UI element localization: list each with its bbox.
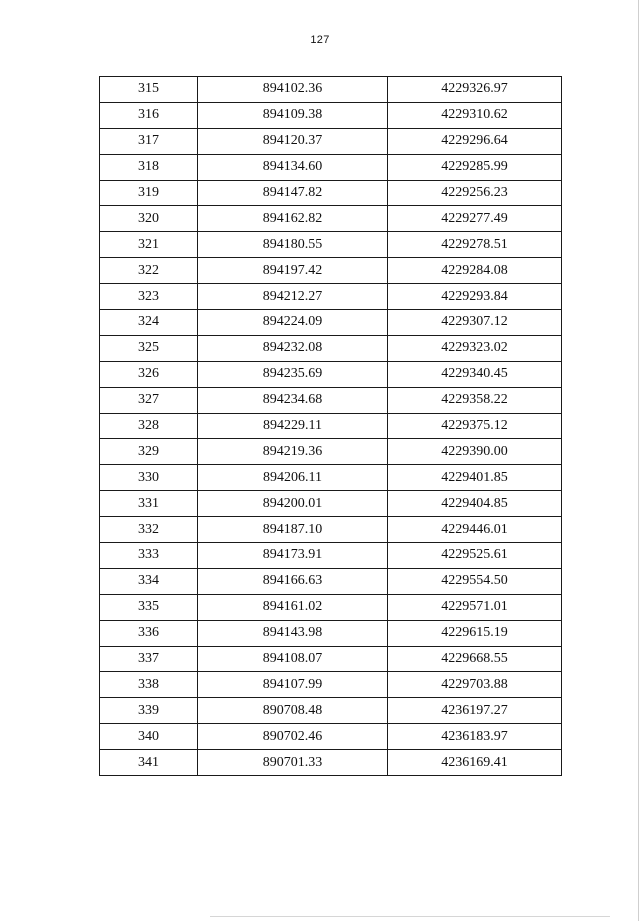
table-row — [100, 594, 562, 620]
x-coordinate-cell: 894166.63 — [198, 568, 388, 594]
x-coordinate-cell: 894134.60 — [198, 154, 388, 180]
table-body — [100, 77, 562, 776]
table-row — [100, 698, 562, 724]
coordinates-table — [99, 76, 562, 776]
point-number-cell: 317 — [100, 128, 198, 154]
y-coordinate-cell: 4229375.12 — [388, 413, 562, 439]
x-coordinate-cell: 894212.27 — [198, 284, 388, 310]
y-coordinate-cell: 4229284.08 — [388, 258, 562, 284]
point-number-cell: 321 — [100, 232, 198, 258]
point-number-cell: 320 — [100, 206, 198, 232]
point-number-cell: 339 — [100, 698, 198, 724]
y-coordinate-cell: 4229340.45 — [388, 361, 562, 387]
y-coordinate-cell: 4229278.51 — [388, 232, 562, 258]
table-row — [100, 568, 562, 594]
x-coordinate-cell: 894224.09 — [198, 310, 388, 336]
x-coordinate-cell: 894107.99 — [198, 672, 388, 698]
point-number-cell: 341 — [100, 750, 198, 776]
table-row — [100, 517, 562, 543]
point-number-cell: 334 — [100, 568, 198, 594]
page-number: 127 — [310, 34, 330, 46]
y-coordinate-cell: 4229390.00 — [388, 439, 562, 465]
x-coordinate-cell: 894234.68 — [198, 387, 388, 413]
point-number-cell: 327 — [100, 387, 198, 413]
y-coordinate-cell: 4229277.49 — [388, 206, 562, 232]
y-coordinate-cell: 4229404.85 — [388, 491, 562, 517]
table-row — [100, 387, 562, 413]
x-coordinate-cell: 894173.91 — [198, 543, 388, 569]
page-edge-right — [638, 0, 639, 921]
y-coordinate-cell: 4229358.22 — [388, 387, 562, 413]
y-coordinate-cell: 4229307.12 — [388, 310, 562, 336]
table-row — [100, 620, 562, 646]
table-row — [100, 361, 562, 387]
y-coordinate-cell: 4229554.50 — [388, 568, 562, 594]
point-number-cell: 331 — [100, 491, 198, 517]
y-coordinate-cell: 4229615.19 — [388, 620, 562, 646]
y-coordinate-cell: 4229401.85 — [388, 465, 562, 491]
x-coordinate-cell: 894120.37 — [198, 128, 388, 154]
point-number-cell: 316 — [100, 102, 198, 128]
table-row — [100, 206, 562, 232]
y-coordinate-cell: 4229525.61 — [388, 543, 562, 569]
x-coordinate-cell: 894197.42 — [198, 258, 388, 284]
point-number-cell: 325 — [100, 335, 198, 361]
point-number-cell: 322 — [100, 258, 198, 284]
y-coordinate-cell: 4229446.01 — [388, 517, 562, 543]
table-row — [100, 672, 562, 698]
y-coordinate-cell: 4236197.27 — [388, 698, 562, 724]
table-row — [100, 154, 562, 180]
point-number-cell: 323 — [100, 284, 198, 310]
table-row — [100, 439, 562, 465]
point-number-cell: 326 — [100, 361, 198, 387]
y-coordinate-cell: 4229703.88 — [388, 672, 562, 698]
point-number-cell: 330 — [100, 465, 198, 491]
x-coordinate-cell: 894187.10 — [198, 517, 388, 543]
x-coordinate-cell: 894108.07 — [198, 646, 388, 672]
point-number-cell: 338 — [100, 672, 198, 698]
x-coordinate-cell: 890702.46 — [198, 724, 388, 750]
y-coordinate-cell: 4236183.97 — [388, 724, 562, 750]
table-row — [100, 102, 562, 128]
x-coordinate-cell: 894162.82 — [198, 206, 388, 232]
y-coordinate-cell: 4229668.55 — [388, 646, 562, 672]
x-coordinate-cell: 894200.01 — [198, 491, 388, 517]
table-row — [100, 258, 562, 284]
y-coordinate-cell: 4229571.01 — [388, 594, 562, 620]
point-number-cell: 333 — [100, 543, 198, 569]
x-coordinate-cell: 894232.08 — [198, 335, 388, 361]
table-row — [100, 232, 562, 258]
x-coordinate-cell: 894109.38 — [198, 102, 388, 128]
table-row — [100, 284, 562, 310]
point-number-cell: 319 — [100, 180, 198, 206]
y-coordinate-cell: 4236169.41 — [388, 750, 562, 776]
point-number-cell: 315 — [100, 77, 198, 103]
table-row — [100, 491, 562, 517]
point-number-cell: 335 — [100, 594, 198, 620]
table-row — [100, 180, 562, 206]
point-number-cell: 332 — [100, 517, 198, 543]
point-number-cell: 329 — [100, 439, 198, 465]
point-number-cell: 336 — [100, 620, 198, 646]
x-coordinate-cell: 894229.11 — [198, 413, 388, 439]
table-row — [100, 646, 562, 672]
y-coordinate-cell: 4229285.99 — [388, 154, 562, 180]
point-number-cell: 328 — [100, 413, 198, 439]
table-row — [100, 77, 562, 103]
y-coordinate-cell: 4229256.23 — [388, 180, 562, 206]
table-row — [100, 465, 562, 491]
page-edge-bottom — [210, 916, 610, 917]
table-row — [100, 724, 562, 750]
x-coordinate-cell: 894161.02 — [198, 594, 388, 620]
table-row — [100, 413, 562, 439]
table-row — [100, 750, 562, 776]
table-row — [100, 543, 562, 569]
x-coordinate-cell: 894219.36 — [198, 439, 388, 465]
point-number-cell: 324 — [100, 310, 198, 336]
point-number-cell: 337 — [100, 646, 198, 672]
y-coordinate-cell: 4229323.02 — [388, 335, 562, 361]
x-coordinate-cell: 894143.98 — [198, 620, 388, 646]
point-number-cell: 340 — [100, 724, 198, 750]
x-coordinate-cell: 894147.82 — [198, 180, 388, 206]
x-coordinate-cell: 890708.48 — [198, 698, 388, 724]
y-coordinate-cell: 4229296.64 — [388, 128, 562, 154]
x-coordinate-cell: 894180.55 — [198, 232, 388, 258]
table-row — [100, 128, 562, 154]
x-coordinate-cell: 894206.11 — [198, 465, 388, 491]
x-coordinate-cell: 890701.33 — [198, 750, 388, 776]
x-coordinate-cell: 894102.36 — [198, 77, 388, 103]
y-coordinate-cell: 4229293.84 — [388, 284, 562, 310]
x-coordinate-cell: 894235.69 — [198, 361, 388, 387]
table-row — [100, 335, 562, 361]
table-row — [100, 310, 562, 336]
y-coordinate-cell: 4229326.97 — [388, 77, 562, 103]
y-coordinate-cell: 4229310.62 — [388, 102, 562, 128]
point-number-cell: 318 — [100, 154, 198, 180]
